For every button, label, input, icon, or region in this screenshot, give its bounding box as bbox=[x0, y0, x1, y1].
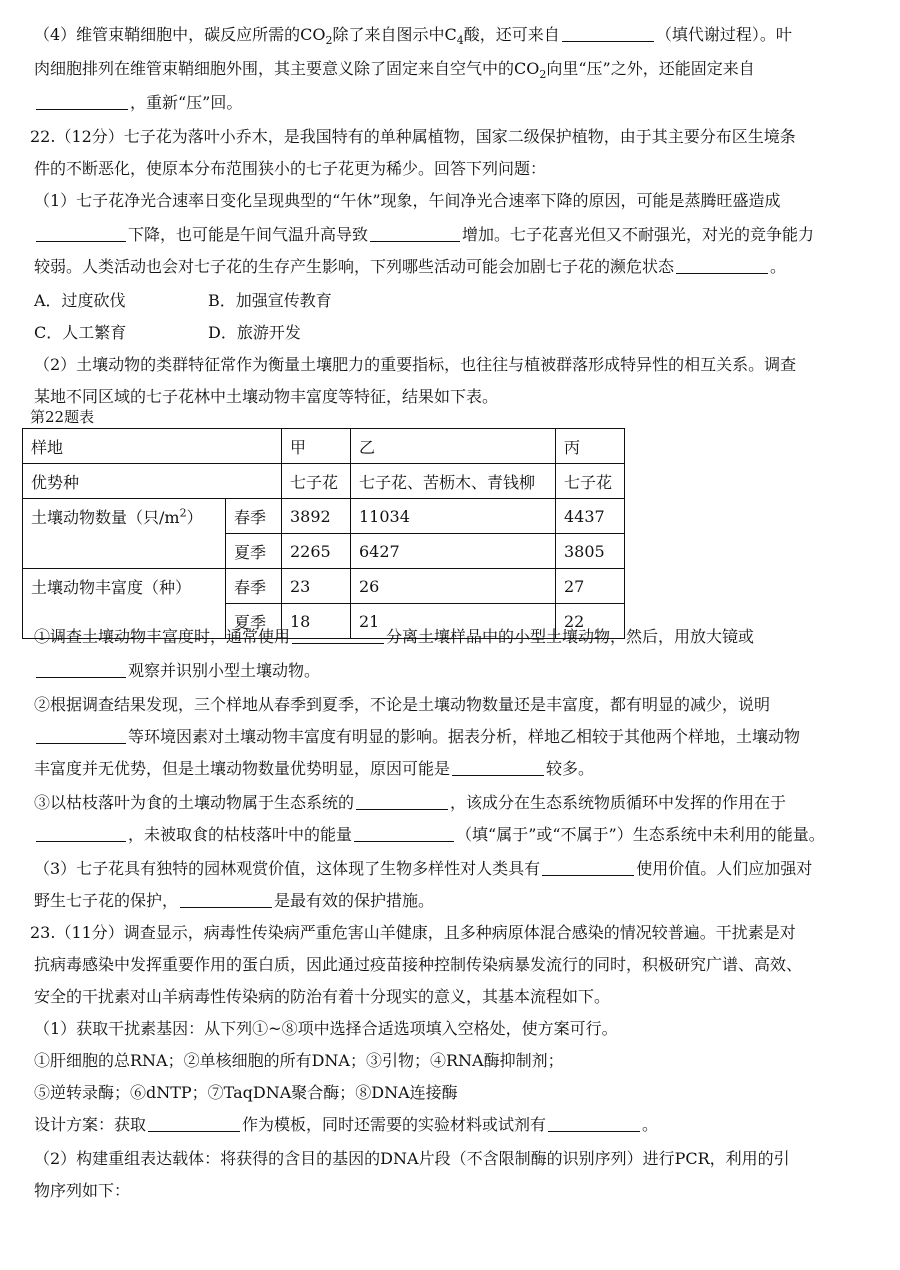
answer-blank[interactable] bbox=[36, 93, 128, 110]
q22-p2-line1: （2）土壤动物的类群特征常作为衡量土壤肥力的重要指标，也往往与植被群落形成特异性的相互关系。调查 bbox=[34, 355, 797, 374]
table-cell: 11034 bbox=[351, 499, 556, 534]
table-cell: 夏季 bbox=[226, 534, 282, 569]
table-cell: 18 bbox=[282, 604, 351, 639]
q22-s2-line3 bbox=[34, 758, 594, 780]
q22-s2-line2 bbox=[34, 726, 800, 748]
answer-blank[interactable] bbox=[676, 257, 768, 274]
text: ③以枯枝落叶为食的土壤动物属于生态系统的 bbox=[34, 793, 355, 812]
table-cell: 26 bbox=[351, 569, 556, 604]
q22-p3-line2 bbox=[34, 890, 434, 912]
q22-s1-line1 bbox=[34, 626, 754, 648]
text: ①调查土壤动物丰富度时，通常使用 bbox=[34, 627, 291, 646]
table-cell: 2265 bbox=[282, 534, 351, 569]
text: 除了来自图示中C bbox=[332, 25, 457, 44]
answer-blank[interactable] bbox=[370, 225, 460, 242]
subscript: 2 bbox=[325, 34, 333, 48]
table-cell: 3805 bbox=[556, 534, 625, 569]
q23-intro-line1: 23.（11分）调查显示，病毒性传染病严重危害山羊健康，且多种病原体混合感染的情况较普遍。干扰素是对 bbox=[30, 923, 796, 942]
q22-s1-line2 bbox=[34, 660, 320, 682]
text: 较多。 bbox=[546, 759, 595, 778]
table-header-cell: 样地 bbox=[23, 429, 282, 464]
table-cell: 23 bbox=[282, 569, 351, 604]
text: （填代谢过程）。叶 bbox=[655, 25, 792, 44]
option-c[interactable]: C．人工繁育 bbox=[34, 323, 127, 342]
q22-p1-line3 bbox=[34, 256, 786, 278]
table-cell: 6427 bbox=[351, 534, 556, 569]
table-caption: 第22题表 bbox=[30, 408, 95, 426]
answer-blank[interactable] bbox=[36, 225, 126, 242]
text: 酸，还可来自 bbox=[463, 25, 560, 44]
table-header-cell: 甲 bbox=[282, 429, 351, 464]
table-row bbox=[23, 569, 625, 604]
q23-p2-line1: （2）构建重组表达载体：将获得的含目的基因的DNA片段（不含限制酶的识别序列）进行PCR，利用的引 bbox=[34, 1149, 790, 1168]
text: 丰富度并无优势，但是土壤动物数量优势明显，原因可能是 bbox=[34, 759, 451, 778]
subscript: 4 bbox=[456, 34, 464, 48]
text: 设计方案：获取 bbox=[34, 1115, 147, 1134]
table-cell: 七子花、苦枥木、青钱柳 bbox=[351, 464, 556, 499]
table-row bbox=[23, 429, 625, 464]
table-header-cell: 乙 bbox=[351, 429, 556, 464]
q21-part4-line3 bbox=[34, 92, 242, 114]
q23-p1-line1: （1）获取干扰素基因：从下列①~⑧项中选择合适选项填入空格处，使方案可行。 bbox=[34, 1019, 618, 1038]
q23-intro-line3: 安全的干扰素对山羊病毒性传染病的防治有着十分现实的意义，其基本流程如下。 bbox=[34, 987, 611, 1006]
q22-s3-line2 bbox=[34, 824, 825, 846]
table-cell: 优势种 bbox=[23, 464, 282, 499]
table-cell: 27 bbox=[556, 569, 625, 604]
table-header-cell: 丙 bbox=[556, 429, 625, 464]
text: 。 bbox=[770, 257, 787, 276]
text: 是最有效的保护措施。 bbox=[274, 891, 435, 910]
table-cell: 七子花 bbox=[556, 464, 625, 499]
soil-animal-table bbox=[22, 428, 625, 639]
table-cell: 3892 bbox=[282, 499, 351, 534]
text: 下降，也可能是午间气温升高导致 bbox=[128, 225, 369, 244]
q22-p1-line2 bbox=[34, 224, 814, 246]
text: 分离土壤样品中的小型土壤动物，然后，用放大镜或 bbox=[386, 627, 755, 646]
answer-blank[interactable] bbox=[562, 25, 654, 42]
text: （填“属于”或“不属于”）生态系统中未利用的能量。 bbox=[456, 825, 825, 844]
text: 使用价值。人们应加强对 bbox=[636, 859, 813, 878]
text: ，重新“压”回。 bbox=[130, 93, 243, 112]
answer-blank[interactable] bbox=[36, 825, 126, 842]
text: 。 bbox=[642, 1115, 659, 1134]
option-a[interactable]: A．过度砍伐 bbox=[34, 291, 126, 310]
text: ） bbox=[186, 508, 203, 527]
text: 等环境因素对土壤动物丰富度有明显的影响。据表分析，样地乙相较于其他两个样地，土壤动物 bbox=[128, 727, 801, 746]
text: ，该成分在生态系统物质循环中发挥的作用在于 bbox=[450, 793, 787, 812]
text: （3）七子花具有独特的园林观赏价值，这体现了生物多样性对人类具有 bbox=[34, 859, 541, 878]
q22-p3-line1 bbox=[34, 858, 812, 880]
text: ，未被取食的枯枝落叶中的能量 bbox=[128, 825, 353, 844]
table-cell: 21 bbox=[351, 604, 556, 639]
option-b[interactable]: B．加强宣传教育 bbox=[208, 291, 332, 310]
table-cell: 七子花 bbox=[282, 464, 351, 499]
q23-intro-line2: 抗病毒感染中发挥重要作用的蛋白质，因此通过疫苗接种控制传染病暴发流行的同时，积极研究广谱、高效、 bbox=[34, 955, 803, 974]
answer-blank[interactable] bbox=[36, 661, 126, 678]
q23-p1-items2: ⑤逆转录酶；⑥dNTP；⑦TaqDNA聚合酶；⑧DNA连接酶 bbox=[34, 1083, 458, 1102]
q22-p2-line2: 某地不同区域的七子花林中土壤动物丰富度等特征，结果如下表。 bbox=[34, 387, 499, 406]
table-cell: 春季 bbox=[226, 569, 282, 604]
text: 增加。七子花喜光但又不耐强光，对光的竞争能力 bbox=[462, 225, 815, 244]
table-cell: 土壤动物丰富度（种） bbox=[23, 569, 226, 639]
text: 较弱。人类活动也会对七子花的生存产生影响，下列哪些活动可能会加剧七子花的濒危状态 bbox=[34, 257, 675, 276]
answer-blank[interactable] bbox=[356, 793, 448, 810]
text: 野生七子花的保护， bbox=[34, 891, 179, 910]
table-cell: 22 bbox=[556, 604, 625, 639]
superscript: 2 bbox=[179, 506, 187, 520]
answer-blank[interactable] bbox=[548, 1115, 640, 1132]
answer-blank[interactable] bbox=[354, 825, 454, 842]
table-cell bbox=[23, 499, 226, 569]
text: 作为模板，同时还需要的实验材料或试剂有 bbox=[242, 1115, 547, 1134]
q22-s3-line1 bbox=[34, 792, 786, 814]
table-row bbox=[23, 464, 625, 499]
table-cell: 4437 bbox=[556, 499, 625, 534]
answer-blank[interactable] bbox=[292, 627, 384, 644]
q22-s2-line1: ②根据调查结果发现，三个样地从春季到夏季，不论是土壤动物数量还是丰富度，都有明显的减少，说明 bbox=[34, 695, 771, 714]
q22-intro-line2: 件的不断恶化，使原本分布范围狭小的七子花更为稀少。回答下列问题： bbox=[34, 159, 547, 178]
table-row bbox=[23, 499, 625, 534]
answer-blank[interactable] bbox=[180, 891, 272, 908]
answer-blank[interactable] bbox=[452, 759, 544, 776]
subscript: 2 bbox=[539, 68, 547, 82]
q22-intro-line1: 22.（12分）七子花为落叶小乔木，是我国特有的单种属植物，国家二级保护植物，由于其主要分布区生境条 bbox=[30, 127, 796, 146]
q23-p2-line2: 物序列如下： bbox=[34, 1181, 131, 1200]
text: 土壤动物数量（只/m bbox=[31, 508, 180, 527]
q23-p1-items1: ①肝细胞的总RNA；②单核细胞的所有DNA；③引物；④RNA酶抑制剂； bbox=[34, 1051, 564, 1070]
q23-p1-design bbox=[34, 1114, 658, 1136]
text: 肉细胞排列在维管束鞘细胞外围，其主要意义除了固定来自空气中的CO bbox=[34, 59, 540, 78]
q22-p1-line1: （1）七子花净光合速率日变化呈现典型的“午休”现象，午间净光合速率下降的原因，可能是蒸腾旺盛造成 bbox=[34, 191, 781, 210]
table-cell: 春季 bbox=[226, 499, 282, 534]
answer-blank[interactable] bbox=[148, 1115, 240, 1132]
text: 观察并识别小型土壤动物。 bbox=[128, 661, 321, 680]
answer-blank[interactable] bbox=[542, 859, 634, 876]
q21-part4-line2 bbox=[34, 58, 755, 80]
text: 向里“压”之外，还能固定来自 bbox=[546, 59, 755, 78]
text: （4）维管束鞘细胞中，碳反应所需的CO bbox=[34, 25, 326, 44]
q21-part4-line1 bbox=[34, 24, 792, 46]
table-cell: 夏季 bbox=[226, 604, 282, 639]
option-d[interactable]: D．旅游开发 bbox=[208, 323, 301, 342]
answer-blank[interactable] bbox=[36, 727, 126, 744]
